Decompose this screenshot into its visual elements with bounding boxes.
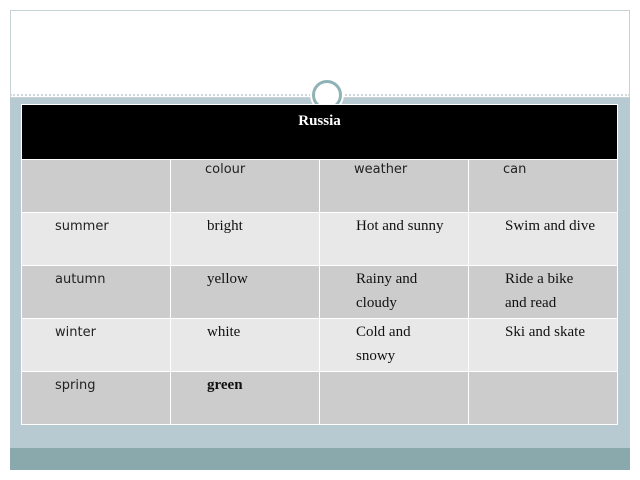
can-value (469, 372, 617, 373)
weather-value: Rainy and cloudy (356, 271, 418, 311)
header-row (22, 160, 618, 213)
season-label: winter (55, 325, 96, 340)
weather-cell (320, 372, 469, 425)
colour-cell (171, 319, 320, 372)
footer-bar (10, 448, 630, 470)
can-value: Ride a bike and read (505, 271, 574, 311)
can-cell (469, 213, 618, 266)
can-value: Ski and skate (505, 324, 585, 340)
table-title-cell (22, 105, 618, 160)
colour-value: white (207, 324, 241, 340)
season-cell (22, 372, 171, 425)
header-cell (171, 160, 320, 213)
colour-cell (171, 213, 320, 266)
colour-cell (171, 372, 320, 425)
season-cell (22, 319, 171, 372)
header-can: can (503, 162, 527, 177)
table-row (22, 213, 618, 266)
season-label: spring (55, 378, 96, 393)
season-label: summer (55, 219, 109, 234)
header-weather: weather (354, 162, 408, 177)
table-row (22, 319, 618, 372)
colour-value: bright (207, 218, 243, 234)
table-title: Russia (298, 113, 341, 129)
season-label: autumn (55, 272, 106, 287)
weather-cell (320, 319, 469, 372)
colour-value: yellow (207, 271, 248, 287)
weather-value: Hot and sunny (356, 218, 444, 234)
weather-cell (320, 213, 469, 266)
header-cell (469, 160, 618, 213)
weather-cell (320, 266, 469, 319)
can-value: Swim and dive (505, 218, 595, 234)
can-cell (469, 319, 618, 372)
header-empty-cell (22, 160, 171, 213)
can-cell (469, 372, 618, 425)
header-cell (320, 160, 469, 213)
season-cell (22, 213, 171, 266)
colour-value: green (207, 377, 243, 393)
can-cell (469, 266, 618, 319)
weather-value: Cold and snowy (356, 324, 411, 364)
season-cell (22, 266, 171, 319)
header-colour: colour (205, 162, 246, 177)
colour-cell (171, 266, 320, 319)
seasons-table (21, 104, 618, 425)
weather-value (320, 372, 468, 373)
table-row (22, 372, 618, 425)
table-row (22, 266, 618, 319)
